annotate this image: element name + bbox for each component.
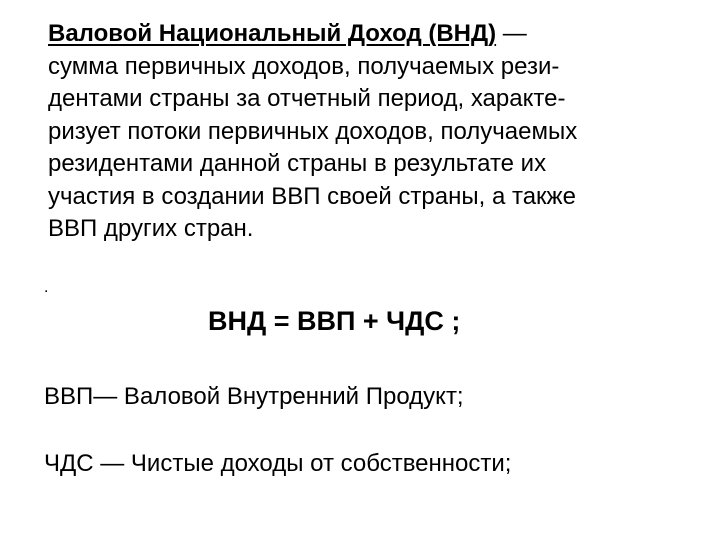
definition-paragraph [48,18,688,246]
definition-line: ризует потоки первичных доходов, получаемых [48,117,578,145]
definition-line: резидентами данной страны в результате их [48,150,547,177]
definition-line: участия в создании ВВП своей страны, а также [48,182,576,210]
definition-line: сумма первичных доходов, получаемых рези- [48,52,560,80]
formula: ВНД = ВВП + ЧДС ; [208,306,461,336]
note-net-property-income: ЧДС — Чистые доходы от собственности; [44,450,512,477]
term-title: Валовой Национальный Доход (ВНД) [48,20,497,47]
bullet-dot: . [44,279,49,296]
definition-heading-line [48,18,688,51]
term-dash: — [496,20,527,47]
definition-line: дентами страны за отчетный период, характе- [48,85,566,112]
note-gdp: ВВП— Валовой Внутренний Продукт; [44,383,464,410]
definition-line: ВВП других стран. [48,215,254,242]
